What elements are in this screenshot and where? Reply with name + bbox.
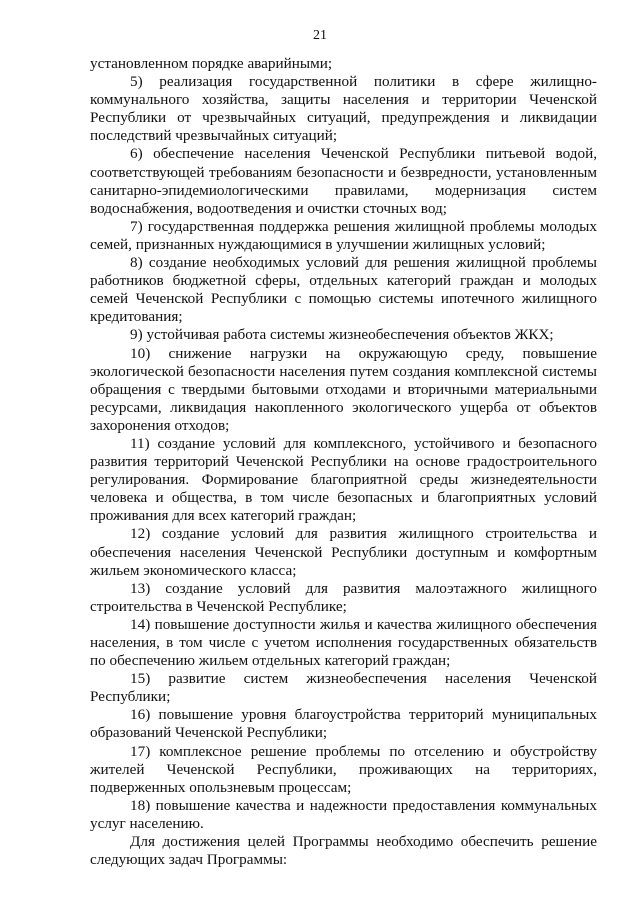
list-item-5: 5) реализация государственной политики в сфере жилищно-коммунального хозяйства, защиты населения и территории Чеченской Республики от чрезвычайных ситуаций, предупреждения и ликвидации последствий чрезвычайных ситуаций; [90, 73, 597, 145]
list-item-12: 12) создание условий для развития жилищного строительства и обеспечения населения Чеченской Республики доступным и комфортным жильем экономического класса; [90, 525, 597, 579]
list-item-13: 13) создание условий для развития малоэтажного жилищного строительства в Чеченской Республике; [90, 579, 597, 615]
list-item-14: 14) повышение доступности жилья и качества жилищного обеспечения населения, в том числе с учетом исполнения государственных обязательств по обеспечению жильем отдельных категорий граждан; [90, 615, 597, 670]
paragraph-continuation: установленном порядке аварийными; [90, 55, 333, 72]
list-item-11: 11) создание условий для комплексного, устойчивого и безопасного развития территорий Чеченской Республики на основе градостроительного регулирования. Формирование благоприятной среды жизнедеятельности человека и общества, в том числе безопасных и благоприятных условий проживания для всех категорий граждан; [90, 434, 597, 525]
list-item-18: 18) повышение качества и надежности предоставления коммунальных услуг населению. [90, 796, 597, 832]
list-item-16: 16) повышение уровня благоустройства территорий муниципальных образований Чеченской Республики; [90, 706, 597, 742]
list-item-17: 17) комплексное решение проблемы по отселению и обустройству жителей Чеченской Республики, проживающих на территориях, подверженных опользневым процессам; [90, 742, 597, 796]
page-number: 21 [313, 28, 327, 43]
list-item-9: 9) устойчивая работа системы жизнеобеспечения объектов ЖКХ; [130, 326, 554, 344]
list-item-10: 10) снижение нагрузки на окружающую среду, повышение экологической безопасности населения путем создания комплексной системы обращения с твердыми бытовыми отходами и вторичными материальными ресурсами, ликвидация накопленного экологического ущерба от объектов захоронения отходов; [90, 344, 597, 434]
list-item-15: 15) развитие систем жизнеобеспечения населения Чеченской Республики; [90, 670, 597, 706]
list-item-7: 7) государственная поддержка решения жилищной проблемы молодых семей, признанных нуждающимися в улучшении жилищных условий; [90, 217, 597, 253]
closing-paragraph: Для достижения целей Программы необходимо обеспечить решение следующих задач Программы: [90, 833, 597, 869]
page-body [90, 55, 597, 869]
list-item-6: 6) обеспечение населения Чеченской Республики питьевой водой, соответствующей требованиям безопасности и безвредности, установленным санитарно-эпидемиологическими правилами, модернизация систем водоснабжения, водоотведения и очистки сточных вод; [90, 145, 597, 217]
list-item-8: 8) создание необходимых условий для решения жилищной проблемы работников бюджетной сферы, отдельных категорий граждан и молодых семей Чеченской Республики с помощью системы ипотечного жилищного кредитования; [90, 254, 597, 326]
